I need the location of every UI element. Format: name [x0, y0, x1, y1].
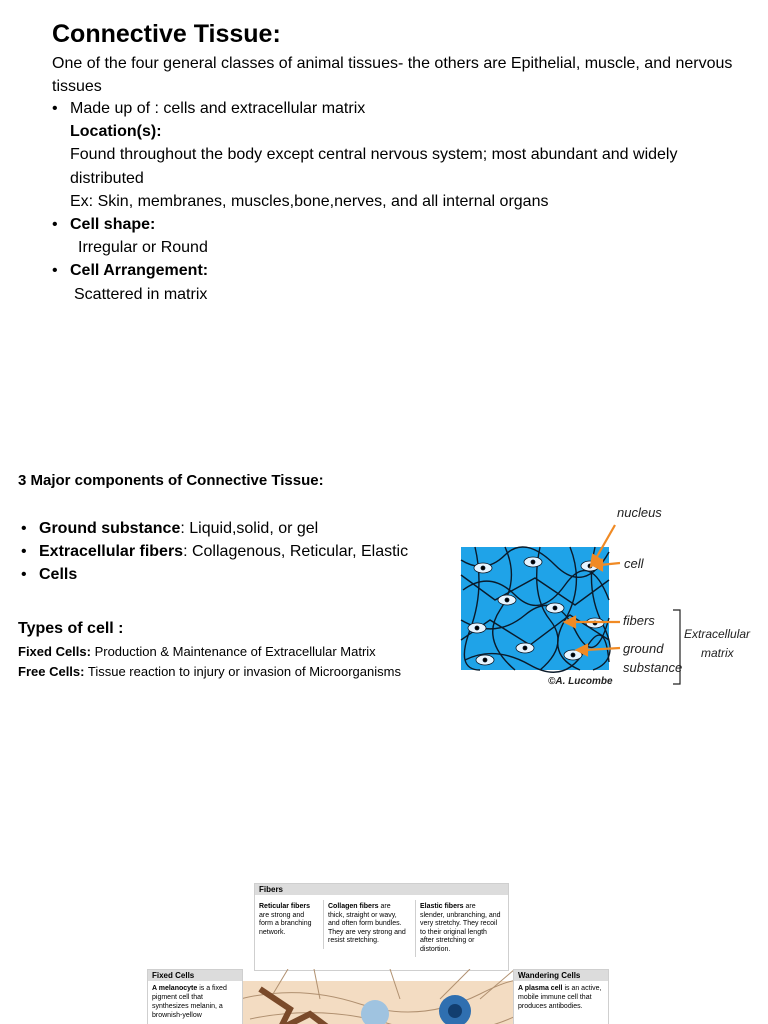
cell-shape-value: Irregular or Round	[78, 239, 208, 257]
collagen-cell: Collagen fibers are thick, straight or wavy, and often form bundles. They are very strong and resist stretching.	[323, 900, 412, 949]
wandering-cells-header: Wandering Cells	[514, 970, 608, 981]
list-item-cell-arrangement: • Cell Arrangement:	[52, 262, 209, 280]
component-item: • Cells	[21, 566, 78, 584]
tissue-figure	[140, 880, 615, 1024]
fixed-cells-text: A melanocyte is a fixed pigment cell that synthesizes melanin, a brownish-yellow	[152, 985, 227, 1019]
wandering-cells-panel	[513, 969, 609, 1024]
location-label: Location(s):	[70, 123, 162, 141]
cell-arrangement-value: Scattered in matrix	[74, 285, 208, 303]
fixed-cells-panel	[147, 969, 243, 1024]
credit-label: ©A. Lucombe	[548, 676, 613, 687]
fibers-panel	[254, 883, 509, 971]
component-item: • Extracellular fibers: Collagenous, Reticular, Elastic	[21, 543, 409, 561]
label-ground: ground	[623, 641, 664, 656]
label-nucleus: nucleus	[617, 505, 662, 520]
properties-list	[52, 97, 740, 306]
tissue-illustration	[240, 969, 520, 1024]
components-list	[21, 517, 459, 587]
label-fibers: fibers	[623, 613, 655, 628]
page-title: Connective Tissue:	[52, 20, 281, 48]
components-heading: 3 Major components of Connective Tissue:	[18, 472, 324, 489]
component-item: • Ground substance: Liquid,solid, or gel	[21, 520, 319, 537]
bullet: •	[52, 100, 58, 117]
intro-paragraph: One of the four general classes of animal tissues- the others are Epithelial, muscle, and nervous tissues	[52, 55, 733, 96]
fixed-cells-header: Fixed Cells	[148, 970, 242, 981]
location-example: Ex: Skin, membranes, muscles,bone,nerves, and all internal organs	[70, 192, 549, 210]
label-cell: cell	[624, 556, 644, 571]
list-item-cell-shape: • Cell shape:	[52, 216, 156, 234]
fixed-cells-line: Fixed Cells: Production & Maintenance of Extracellular Matrix	[18, 644, 376, 659]
free-cells-line: Free Cells: Tissue reaction to injury or invasion of Microorganisms	[18, 664, 401, 679]
label-substance: substance	[623, 660, 683, 675]
fibers-header: Fibers	[255, 884, 508, 895]
list-item-made-up: • Made up of : cells and extracellular matrix	[70, 97, 740, 120]
connective-tissue-diagram	[455, 500, 755, 695]
location-text: Found throughout the body except central nervous system; most abundant and widely distributed	[70, 146, 678, 187]
reticular-cell: Reticular fibers are strong and form a branching network.	[259, 903, 312, 936]
wandering-cells-text: A plasma cell is an active, mobile immune cell that produces antibodies.	[518, 985, 602, 1010]
elastic-cell: Elastic fibers are slender, unbranching, and very stretchy. They recoil to their original length after stretching or distortion.	[415, 900, 506, 957]
types-heading: Types of cell :	[18, 620, 124, 637]
label-extracellular: Extracellular	[684, 627, 751, 641]
label-matrix: matrix	[701, 646, 734, 660]
